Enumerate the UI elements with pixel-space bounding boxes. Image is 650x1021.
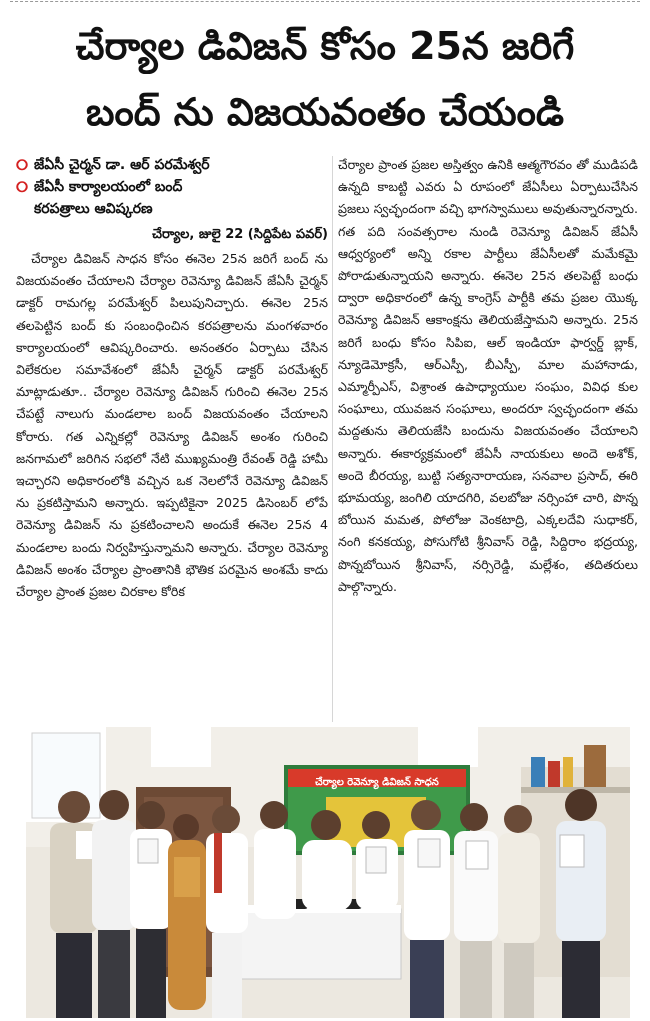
news-photo bbox=[26, 727, 630, 1018]
subhead-bullet-1-text: జేఏసీ చైర్మన్ డా. ఆర్ పరమేశ్వర్ bbox=[34, 157, 210, 173]
column-divider bbox=[332, 156, 333, 722]
red-bullet-icon: ⭘ bbox=[16, 156, 29, 174]
subhead-bullet-2-text: జేఏసీ కార్యాలయంలో బంద్ bbox=[34, 179, 183, 195]
article-left-column bbox=[16, 154, 328, 708]
article-body-right: చేర్యాల ప్రాంత ప్రజల అస్తిత్వం ఉనికి ఆత్మగౌరవం తో ముడిపడి ఉన్నది కాబట్టి ఎవరు ఏ రూపంలో జేఏసీలు ఏర్పాటుచేసిన ప్రజలు స్వచ్ఛందంగా వచ్చి భాగస్వాములు అవుతున్నారన్నారు. గత పది సంవత్సరాల నుండి రెవెన్యూ డివిజన్ జేఏసీ ఆధ్వర్యంలో అన్ని రకాల పార్టీలు జేఏసీలతో మమేకమై పోరాడుతున్నాయని అన్నారు. ఈనెల 25న తలపెట్టే బంధు ద్వారా అధికారంలో ఉన్న కాంగ్రెస్ పార్టీకి తమ ప్రజల యొక్క రెవెన్యూ డివిజన్ ఆకాంక్షను తెలియజేస్తామని అన్నారు. 25న జరిగే బంధు కోసం సిపిఐ, ఆల్ ఇండియా ఫార్వర్డ్ బ్లాక్, న్యూడెమోక్రసీ, ఆర్ఎస్పీ, బీఎస్పీ, మాల మహానాడు, ఎమ్మార్పీఎస్, విశ్రాంత ఉపాధ్యాయుల సంఘం, వివిధ కుల సంఘాలు, యువజన సంఘాలు, అందరూ స్వచ్ఛందంగా తమ మద్దతును తెలియజేసి బందును విజయవంతం చేయాలని అన్నారు. ఈకార్యక్రమంలో జేఏసీ నాయకులు అందె అశోక్, అందె బీరయ్య, బుట్టి సత్యనారాయణ, సనవాల ప్రసాద్, ఈరి భూమయ్య, జంగిలి యాదగిరి, వలబోజు నర్సింహా చారి, పొన్న బోయిన మమత, పోలోజు వెంకటాద్రి, ఎక్కలదేవి సుధాకర్, నంగి కనకయ్య, పోసుగోటి శ్రీనివాస్ రెడ్డి, సిద్దిరాం భద్రయ్య, పొన్నబోయిన శ్రీనివాస్, నర్సిరెడ్డి, మల్లేశం, తదితరులు పాల్గొన్నారు. bbox=[338, 157, 638, 594]
banner-text: చేర్యాల రెవెన్యూ డివిజన్ సాధన bbox=[315, 777, 439, 788]
page-top-rule bbox=[0, 0, 650, 6]
dateline: చేర్యాల, జులై 22 (సిద్దిపేట పవర్) bbox=[152, 227, 328, 242]
headline-line-2: బంద్ ను విజయవంతం చేయండి bbox=[85, 90, 565, 134]
subhead-bullet-1 bbox=[16, 154, 328, 176]
article-right-column bbox=[338, 154, 638, 722]
group-photo-illustration bbox=[26, 727, 630, 1018]
subhead-bullet-2 bbox=[16, 176, 328, 198]
headline-line-1: చేర్యాల డివిజన్ కోసం 25న జరిగే bbox=[75, 24, 575, 68]
subhead-bullet-2-continuation: కరపత్రాలు ఆవిష్కరణ bbox=[34, 201, 153, 217]
article-body-left: చేర్యాల డివిజన్ సాధన కోసం ఈనెల 25న జరిగే బంద్ ను విజయవంతం చేయాలని చేర్యాల రెవెన్యూ డివిజన్ జేఏసీ చైర్మన్ డాక్టర్ రామగల్ల పరమేశ్వర్ పిలుపునిచ్చారు. ఈనెల 25న తలపెట్టిన బంద్ కు సంబంధించిన కరపత్రాలను మంగళవారం కార్యాలయంలో ఆవిష్కరించారు. అనంతరం ఏర్పాటు చేసిన విలేకరుల సమావేశంలో జేఏసీ చైర్మన్ డాక్టర్ పరమేశ్వర్ మాట్లాడుతూ.. చేర్యాల రెవెన్యూ డివిజన్ గురించి ఈనెల 25న చేపట్టే నాలుగు మండలాల బంద్ విజయవంతం చేయాలని కోరారు. గత ఎన్నికల్లో రెవెన్యూ డివిజన్ అంశం గురించి జనగామలో జరిగిన సభలో నేటి ముఖ్యమంత్రి రేవంత్ రెడ్డి హామీ ఇచ్చారని అధికారంలోకి వచ్చిన ఒక నెలలోనే రెవెన్యూ డివిజన్ ను ప్రకటిస్తామని అన్నారు. ఇప్పటికైనా 2025 డిసెంబర్ లోపే రెవెన్యూ డివిజన్ ను ప్రకటించాలని అందుకే ఈనెల 25న 4 మండలాల బందు నిర్వహిస్తున్నామని అన్నారు. చేర్యాల రెవెన్యూ డివిజన్ అంశం చేర్యాల ప్రాంతానికి భౌతిక పరమైన అంశమే కాదు చేర్యాల ప్రాంత ప్రజల చిరకాల కోరిక bbox=[16, 251, 328, 600]
red-bullet-icon: ⭘ bbox=[16, 178, 29, 196]
